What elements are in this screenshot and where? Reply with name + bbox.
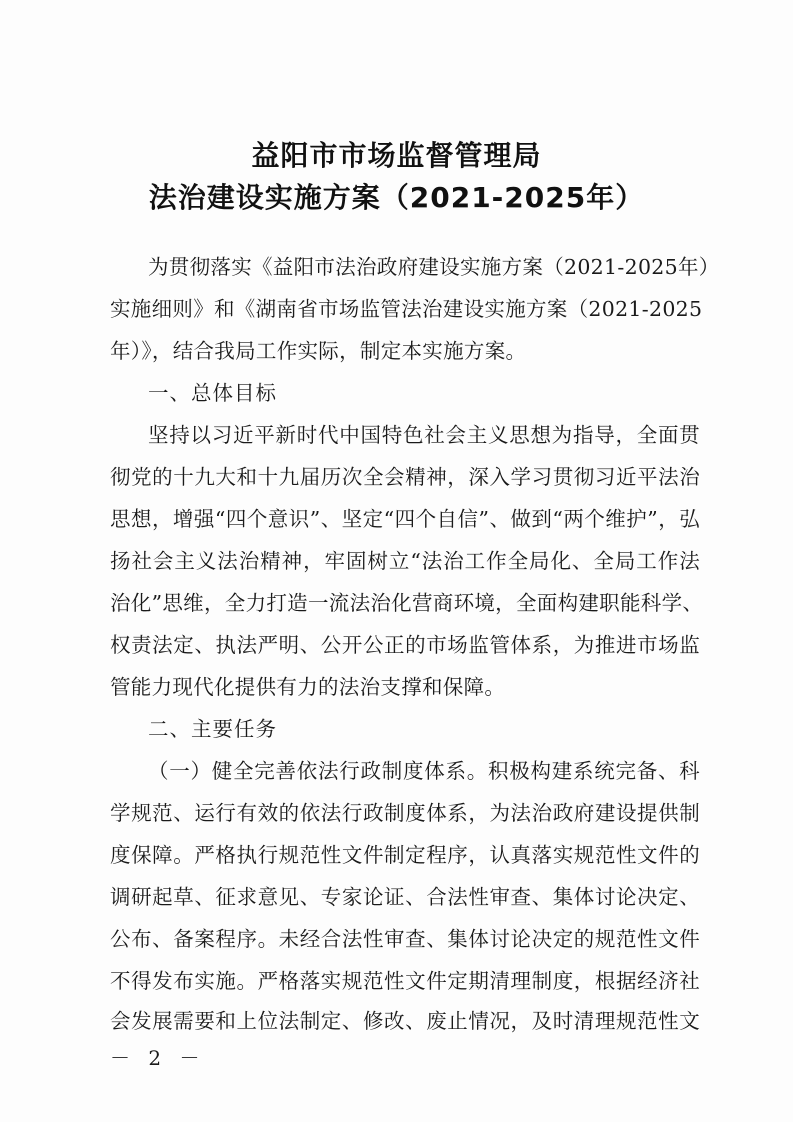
- paragraph-line: 权责法定、执法严明、公开公正的市场监管体系，为推进市场监: [110, 633, 700, 657]
- intro-line: 年）》，结合我局工作实际，制定本实施方案。: [110, 339, 527, 363]
- paragraph-line: 度保障。严格执行规范性文件制定程序，认真落实规范性文件的: [110, 843, 700, 867]
- paragraph-line: 学规范、运行有效的依法行政制度体系，为法治政府建设提供制: [110, 801, 700, 825]
- paragraph-line: 不得发布实施。严格落实规范性文件定期清理制度，根据经济社: [110, 969, 700, 993]
- document-title-line1: 益阳市市场监督管理局: [251, 139, 542, 172]
- paragraph-line: 调研起草、征求意见、专家论证、合法性审查、集体讨论决定、: [110, 885, 700, 909]
- document-title-line2: 法治建设实施方案（2021-2025年）: [148, 181, 645, 214]
- paragraph-line: 治化”思维，全力打造一流法治化营商环境，全面构建职能科学、: [110, 591, 704, 615]
- paragraph-line: 管能力现代化提供有力的法治支撑和保障。: [110, 675, 506, 699]
- paragraph-line: 坚持以习近平新时代中国特色社会主义思想为指导，全面贯: [148, 423, 700, 447]
- section-heading-overall-goal: 一、总体目标: [148, 381, 277, 405]
- paragraph-line: （一）健全完善依法行政制度体系。积极构建系统完备、科: [148, 759, 700, 783]
- intro-line: 为贯彻落实《益阳市法治政府建设实施方案（2021-2025年）: [148, 255, 720, 279]
- paragraph-line: 会发展需要和上位法制定、修改、废止情况，及时清理规范性文: [110, 1009, 700, 1033]
- page-number: － 2 －: [110, 1046, 206, 1070]
- intro-line: 实施细则》和《湖南省市场监管法治建设实施方案（2021-2025: [110, 297, 703, 321]
- section-heading-main-tasks: 二、主要任务: [148, 717, 277, 741]
- paragraph-line: 扬社会主义法治精神，牢固树立“法治工作全局化、全局工作法: [110, 549, 700, 573]
- paragraph-line: 思想，增强“四个意识”、坚定“四个自信”、做到“两个维护”，弘: [110, 507, 700, 531]
- paragraph-line: 公布、备案程序。未经合法性审查、集体讨论决定的规范性文件: [110, 927, 700, 951]
- paragraph-line: 彻党的十九大和十九届历次全会精神，深入学习贯彻习近平法治: [110, 465, 700, 489]
